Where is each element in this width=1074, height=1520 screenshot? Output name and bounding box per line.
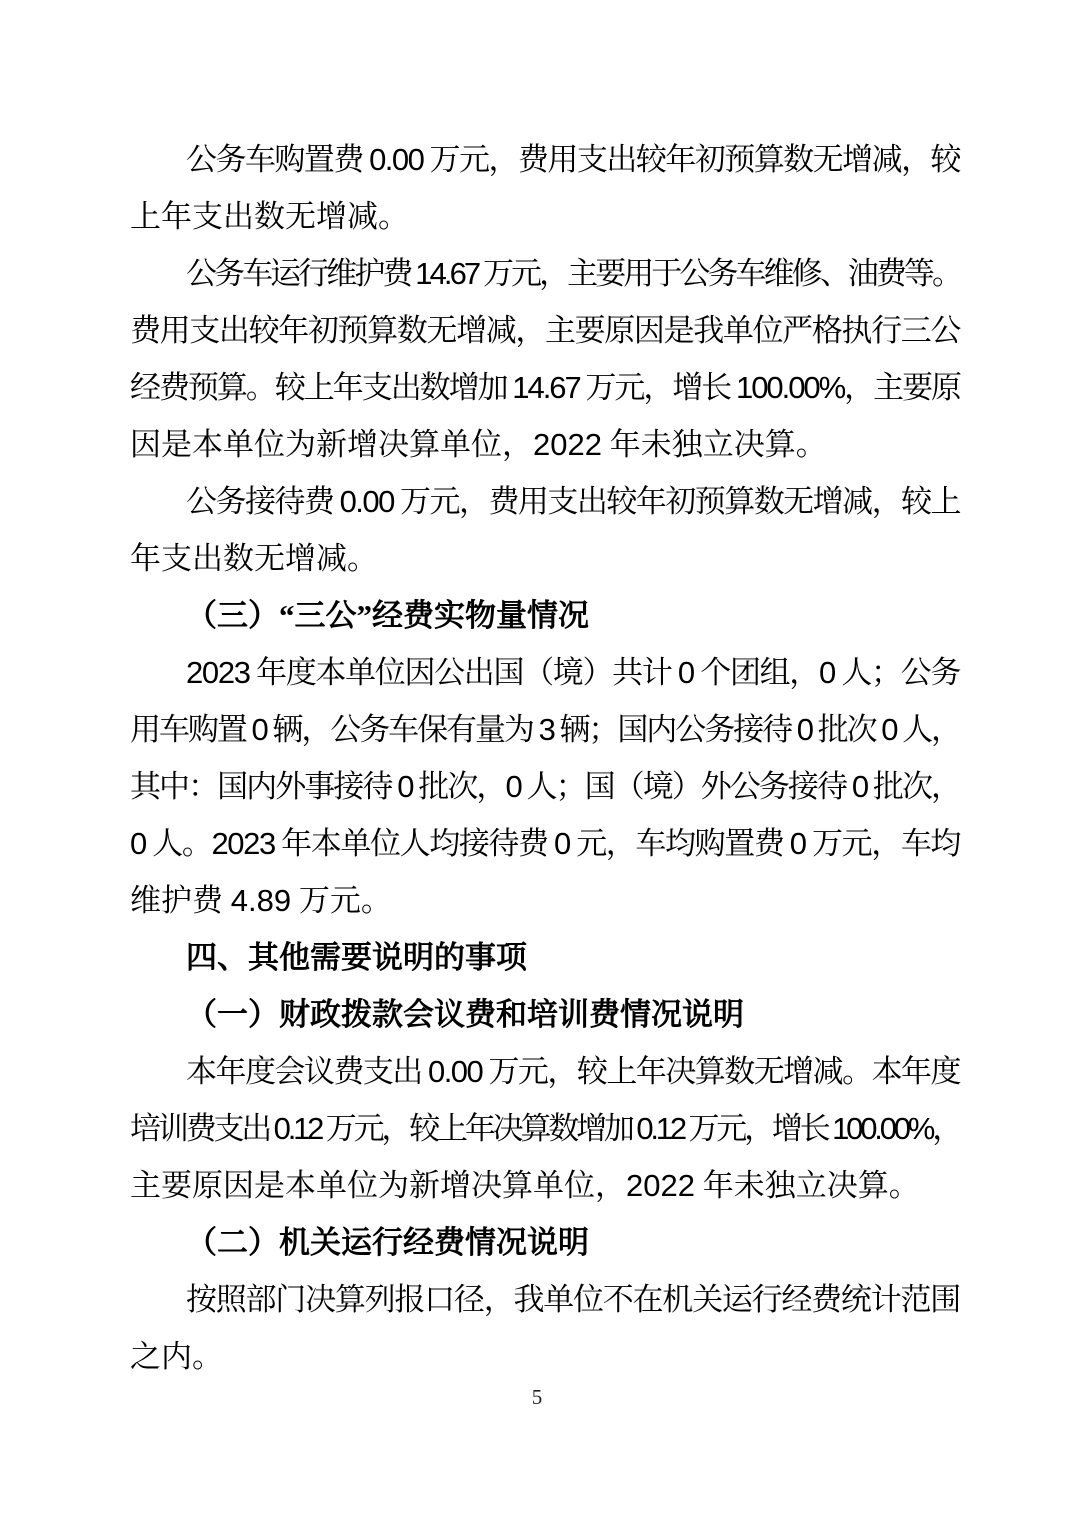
paragraph [130,473,960,587]
text-line [130,245,960,302]
text-run: 因是本单位为新增决算单位，2022 年未独立决算。 [130,427,827,462]
text-line [130,359,960,416]
numeric-value: 0 [553,826,570,861]
text-run: 上年支出数无增减。 [130,199,409,234]
text-run: 维护费 4.89 万元。 [130,883,392,918]
numeric-value: 0.00 [428,1054,483,1089]
text-line [130,701,960,758]
section-heading [130,1214,960,1271]
numeric-value: 2023 [211,826,275,861]
text-run: 培训费支出 0.12 万元，较上年决算数增加 0.12 万元，增长 100.00%， [130,1111,961,1146]
numeric-value: 0.00 [339,484,394,519]
numeric-value: 3 [538,712,554,747]
text-line [130,587,960,644]
text-line [130,1271,960,1328]
text-line [130,986,960,1043]
text-run: 年支出数无增减。 [130,541,378,576]
text-run: 本年度会议费支出 0.00 万元，较上年决算数无增减。本年度 [186,1054,961,1089]
numeric-value: 0 [789,826,806,861]
numeric-value: 0.12 [273,1111,322,1146]
numeric-value: 100.00% [832,1111,933,1146]
numeric-value: 0 [818,655,835,690]
paragraph [130,131,960,245]
document-body [130,131,960,1385]
text-line [130,302,960,359]
numeric-value: 2022 [533,427,602,462]
text-line [130,872,960,929]
text-run: 公务接待费 0.00 万元，费用支出较年初预算数无增减，较上 [186,484,961,519]
numeric-value: 100.00% [736,370,845,405]
numeric-value: 0 [505,769,521,804]
numeric-value: 0 [251,712,267,747]
text-line [130,1157,960,1214]
text-run: 按照部门决算列报口径，我单位不在机关运行经费统计范围 [186,1282,960,1317]
numeric-value: 0 [881,712,897,747]
text-line [130,188,960,245]
text-line [130,131,960,188]
numeric-value: 0 [397,769,413,804]
section-heading [130,929,960,986]
numeric-value: 0.12 [636,1111,684,1146]
text-line [130,416,960,473]
text-run: 其中：国内外事接待 0 批次，0 人；国（境）外公务接待 0 批次， [130,769,961,804]
numeric-value: 2022 [626,1168,695,1203]
text-run: （一）财政拨款会议费和培训费情况说明 [186,997,744,1032]
text-line [130,1100,960,1157]
section-heading [130,986,960,1043]
numeric-value: 0.00 [369,142,424,177]
page-number: 5 [531,1385,543,1409]
text-run: （三）“三公”经费实物量情况 [186,598,589,633]
text-line [130,1214,960,1271]
numeric-value: 0 [677,655,694,690]
paragraph [130,1271,960,1385]
text-line [130,1328,960,1385]
numeric-value: 4.89 [230,883,292,918]
paragraph [130,644,960,929]
text-run: 主要原因是本单位为新增决算单位，2022 年未独立决算。 [130,1168,920,1203]
text-line [130,758,960,815]
text-run: 费用支出较年初预算数无增减，主要原因是我单位严格执行三公 [130,313,960,348]
text-run: 公务车运行维护费 14.67 万元，主要用于公务车维修、油费等。 [186,256,961,291]
paragraph [130,1043,960,1214]
numeric-value: 0 [130,826,146,861]
paragraph [130,245,960,473]
text-line [130,929,960,986]
numeric-value: 14.67 [415,256,479,291]
text-run: 0 人。2023 年本单位人均接待费 0 元，车均购置费 0 万元，车均 [130,826,961,861]
numeric-value: 0 [796,712,812,747]
section-heading [130,587,960,644]
numeric-value: 0 [851,769,868,804]
text-line [130,815,960,872]
text-line [130,1043,960,1100]
text-run: （二）机关运行经费情况说明 [186,1225,589,1260]
text-run: 经费预算。较上年支出数增加 14.67 万元，增长 100.00%，主要原 [130,370,961,405]
text-run: 四、其他需要说明的事项 [186,940,527,975]
text-run: 公务车购置费 0.00 万元，费用支出较年初预算数无增减，较 [186,142,961,177]
text-run: 2023 年度本单位因公出国（境）共计 0 个团组，0 人；公务 [186,655,961,690]
text-run: 用车购置 0 辆，公务车保有量为 3 辆；国内公务接待 0 批次 0 人， [130,712,960,747]
numeric-value: 2023 [186,655,250,690]
numeric-value: 14.67 [512,370,580,405]
text-run: 之内。 [130,1339,223,1374]
text-line [130,473,960,530]
text-line [130,644,960,701]
text-line [130,530,960,587]
